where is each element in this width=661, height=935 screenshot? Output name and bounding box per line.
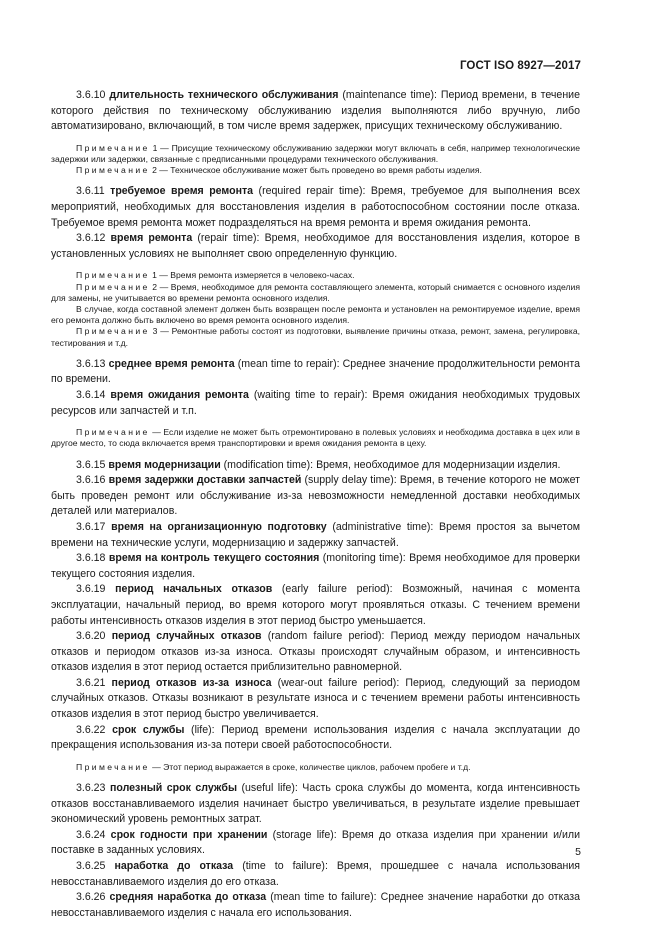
term-definition	[51, 629, 580, 676]
definition-text: (useful life): Часть срока службы до момента, когда интенсивность отказов восстанавливаемого изделия начинает быстро увеличиваться, в результате изделие превышает экономический уровень ремонтных затрат.	[51, 782, 580, 826]
clause-number: 3.6.17	[76, 520, 106, 533]
note-text: — Этот период выражается в сроке, количестве циклов, рабочем пробеге и т.д.	[149, 761, 471, 772]
definition-text: (monitoring time): Время необходимое для проверки текущего состояния изделия.	[51, 552, 580, 580]
clause-number: 3.6.22	[76, 723, 106, 736]
note-text: 2 — Время, необходимое для ремонта составляющего элемента, который снимается с основного изделия для замены, не учитывается во времени ремонта основного изделия.	[51, 281, 580, 303]
definition-text: (wear-out failure period): Период, следующий за периодом случайных отказов. Отказы возникают в результате износа и с течением времени работы интенсивность отказов изделия в этот период быстро увеличивается.	[51, 676, 580, 721]
clause-number: 3.6.24	[76, 828, 106, 841]
term: время задержки доставки запчастей	[108, 474, 302, 487]
term: период случайных отказов	[111, 630, 262, 643]
term: полезный срок службы	[109, 782, 238, 795]
definition-text: (early failure period): Возможный, начиная с момента эксплуатации, начальный период, во время которого могут проявляться отказы. С течением времени работы интенсивность отказов изделия в этот период быстро уменьшается.	[51, 583, 580, 627]
clause-number: 3.6.12	[76, 232, 106, 245]
spacer	[51, 262, 580, 270]
term-definition	[51, 676, 580, 723]
note-text: 1 — Время ремонта измеряется в человеко-часах.	[149, 270, 355, 281]
note-label: Примечание	[76, 142, 150, 153]
definition-text: (mean time to failure): Среднее значение наработки до отказа невосстанавливаемого изделия с начала его использования.	[51, 891, 580, 919]
term-definition	[51, 781, 580, 828]
term: время на контроль текущего состояния	[108, 552, 320, 565]
note-text: 1 — Присущие техническому обслуживанию задержки могут включать в себя, например технологические задержки или задержки, связанные с предписанными процедурами технического обслуживания.	[51, 142, 580, 164]
term-definition	[51, 231, 580, 262]
spacer	[51, 773, 580, 781]
term-definition	[51, 88, 580, 135]
clause-number: 3.6.18	[76, 552, 106, 565]
term-definition	[51, 473, 580, 520]
clause-number: 3.6.11	[76, 185, 105, 198]
term-definition	[51, 388, 580, 419]
note	[51, 326, 580, 348]
term-definition	[51, 184, 580, 231]
definition-text: (repair time): Время, необходимое для восстановления изделия, которое в установленных условиях не выполняет свою определенную функцию.	[51, 232, 580, 260]
definition-text: (storage life): Время до отказа изделия при хранении и/или поставке в заданных условиях.	[51, 828, 580, 857]
spacer	[51, 135, 580, 143]
definition-text: (administrative time): Время простоя за вычетом времени на технические услуги, модернизацию и задержку запчастей.	[51, 520, 580, 549]
term-definition	[51, 723, 580, 754]
clause-number: 3.6.23	[76, 782, 106, 795]
clause-number: 3.6.20	[76, 630, 106, 643]
definition-text: (modification time): Время, необходимое для модернизации изделия.	[220, 458, 561, 471]
term: период отказов из-за износа	[111, 676, 272, 689]
page-number: 5	[575, 846, 581, 858]
term: длительность технического обслуживания	[109, 89, 339, 101]
term-definition	[51, 458, 580, 474]
note-label: Примечание	[76, 281, 150, 292]
term-definition	[51, 357, 580, 388]
term: наработка до отказа	[114, 860, 234, 873]
clause-number: 3.6.14	[76, 388, 106, 401]
note-label: Примечание	[76, 326, 150, 337]
definition-text: (life): Период времени использования изделия с начала эксплуатации до прекращения использования из-за потери своей работоспособности.	[51, 723, 580, 752]
clause-number: 3.6.10	[76, 89, 106, 101]
spacer	[51, 419, 580, 427]
clause-number: 3.6.19	[76, 583, 106, 596]
note-label: Примечание	[76, 270, 150, 281]
term-definition	[51, 520, 580, 551]
term-definition	[51, 890, 580, 921]
definition-text: (required repair time): Время, требуемое для выполнения всех мероприятий, необходимых для восстановления изделия в работоспособном состоянии после отказа. Требуемое время ремонта может подразделяться на время ремонта и время ожидания ремонта.	[51, 185, 580, 229]
clause-number: 3.6.26	[76, 891, 106, 904]
spacer	[51, 450, 580, 458]
term: среднее время ремонта	[108, 357, 235, 370]
definition-text: (mean time to repair): Среднее значение продолжительности ремонта по времени.	[51, 357, 580, 386]
clause-number: 3.6.15	[76, 458, 106, 471]
term: период начальных отказов	[115, 583, 273, 596]
note	[51, 762, 580, 773]
term: время ожидания ремонта	[110, 388, 249, 401]
term: время на организационную подготовку	[111, 520, 327, 533]
definition-text: (waiting time to repair): Время ожидания необходимых трудовых ресурсов или запчастей и т.п.	[51, 388, 580, 417]
note	[51, 270, 580, 281]
note-label: Примечание	[76, 427, 150, 438]
note-text: В случае, когда составной элемент должен быть возвращен после ремонта и установлен на ремонтируемое изделие, время его ремонта должно быть включено во время ремонта основного изделия.	[51, 303, 580, 326]
clause-number: 3.6.16	[76, 474, 106, 487]
definition-text: (random failure period): Период между периодом начальных отказов и периодом отказов из-за износа. Отказы происходят случайным образом, и интенсивность отказов изделия в этот период остается приблизительно равномерной.	[51, 630, 581, 674]
term-definition	[51, 828, 580, 859]
term: время модернизации	[108, 458, 221, 471]
clause-number: 3.6.13	[76, 357, 106, 370]
note-text: — Если изделие не может быть отремонтировано в полевых условиях и необходима доставка в цех или в другое место, то сюда включается время транспортировки и время ожидания ремонта в цеху.	[51, 427, 580, 449]
clause-number: 3.6.25	[76, 860, 106, 873]
definition-text: (supply delay time): Время, в течение которого не может быть проведен ремонт или обслуживание из-за невозможности немедленной доставки необходимых деталей или материалов.	[51, 474, 580, 518]
note	[51, 165, 580, 176]
spacer	[51, 754, 580, 762]
term: срок службы	[112, 723, 185, 736]
definition-text: (maintenance time): Период времени, в течение которого действия по техническому обслуживанию изделия выполняются либо вручную, либо автоматизировано, включающий, в том числе время задержек, присущих техническому обслуживанию.	[51, 89, 580, 133]
note	[51, 304, 580, 326]
definition-text: (time to failure): Время, прошедшее с начала использования невосстанавливаемого изделия до его отказа.	[51, 860, 580, 888]
note-text: 2 — Техническое обслуживание может быть проведено во время работы изделия.	[149, 165, 482, 176]
note-label: Примечание	[76, 165, 150, 176]
note-text: 3 — Ремонтные работы состоят из подготовки, выявление причины отказа, ремонт, замена, регулировка, тестирования и т.д.	[51, 326, 580, 348]
note	[51, 282, 580, 304]
term: средняя наработка до отказа	[109, 891, 267, 904]
note-label: Примечание	[76, 761, 150, 772]
note	[51, 427, 580, 449]
term: срок годности при хранении	[110, 828, 268, 841]
spacer	[51, 176, 580, 184]
term-definition	[51, 859, 580, 890]
clause-number: 3.6.21	[76, 676, 106, 689]
term-definition	[51, 582, 580, 629]
note	[51, 143, 580, 165]
page-content	[51, 88, 580, 921]
page-header: ГОСТ ISO 8927—2017	[459, 60, 581, 72]
term-definition	[51, 551, 580, 582]
term: время ремонта	[110, 232, 193, 245]
spacer	[51, 349, 580, 357]
term: требуемое время ремонта	[110, 185, 254, 198]
